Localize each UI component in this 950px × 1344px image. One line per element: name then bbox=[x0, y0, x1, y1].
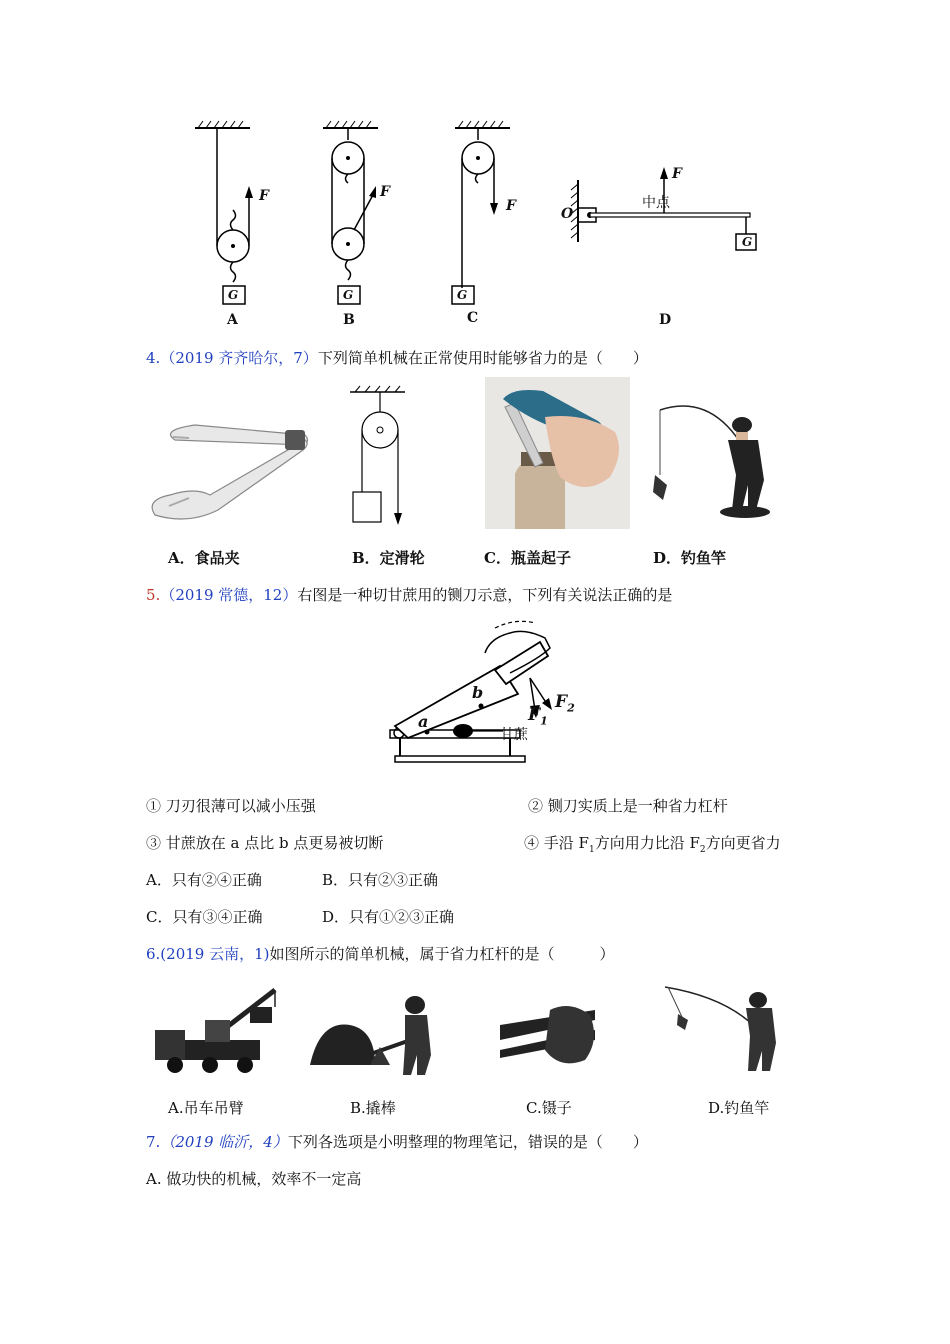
figure-force-f2-label: F bbox=[555, 692, 568, 712]
statement-2: ② 铡刀实质上是一种省力杠杆 bbox=[528, 797, 728, 815]
question-4-text: 下列简单机械在正常使用时能够省力的是（ ） bbox=[317, 349, 648, 367]
question-4-option-a[interactable]: A．食品夹 bbox=[168, 549, 240, 567]
question-5-number: 5. bbox=[146, 586, 161, 604]
question-7-text: 下列各选项是小明整理的物理笔记，错误的是（ ） bbox=[287, 1133, 648, 1151]
figure-force-f2 bbox=[555, 692, 575, 714]
question-7-source: （2019 临沂，4） bbox=[160, 1133, 288, 1151]
question-5-text: 右图是一种切甘蔗用的铡刀示意，下列有关说法正确的是 bbox=[297, 586, 673, 604]
figure-point-a: a bbox=[418, 712, 429, 731]
question-6-option-d[interactable]: D.钓鱼竿 bbox=[708, 1099, 770, 1117]
statement-1: ① 刀刃很薄可以减小压强 bbox=[146, 797, 316, 815]
figure-c-label: C bbox=[467, 310, 479, 326]
figure-a-force-label: F bbox=[259, 188, 269, 204]
question-7-option-a[interactable]: A. 做功快的机械，效率不一定高 bbox=[146, 1170, 362, 1188]
question-7-number: 7. bbox=[146, 1133, 161, 1151]
question-6-text: 如图所示的简单机械，属于省力杠杆的是（ ） bbox=[269, 945, 615, 963]
figure-b-weight-label: G bbox=[343, 288, 354, 302]
question-4-source: （2019 齐齐哈尔，7） bbox=[160, 349, 318, 367]
figure-force-f1-label: F bbox=[528, 705, 541, 725]
crowbar-image bbox=[305, 985, 455, 1080]
crane-arm-image bbox=[150, 985, 280, 1080]
statement-4-part3: 方向更省力 bbox=[705, 834, 781, 852]
question-4-number: 4. bbox=[146, 349, 161, 367]
figure-d-weight-label: G bbox=[742, 235, 753, 249]
figure-c-force-label: F bbox=[506, 198, 516, 214]
statement-4-part2: 方向用力比沿 F bbox=[594, 834, 700, 852]
question-4-option-c[interactable]: C．瓶盖起子 bbox=[484, 549, 571, 567]
question-6 bbox=[146, 944, 615, 964]
figure-d-lever bbox=[560, 160, 780, 270]
question-6-source: 6.(2019 云南，1) bbox=[146, 945, 270, 963]
figure-b-force-label: F bbox=[380, 184, 390, 200]
tweezers-image bbox=[490, 985, 610, 1080]
figure-force-f1 bbox=[528, 705, 548, 727]
fishing-rod-image bbox=[650, 380, 780, 530]
statement-4-sub2: 2 bbox=[699, 845, 706, 855]
figure-force-f1-sub: 1 bbox=[540, 714, 548, 728]
figure-sugarcane-label: 甘蔗 bbox=[500, 727, 528, 743]
question-7 bbox=[146, 1132, 648, 1152]
figure-b-pulley-block bbox=[318, 118, 408, 318]
figure-d-label: D bbox=[659, 312, 672, 328]
choice-c[interactable]: C．只有③④正确 bbox=[146, 908, 263, 926]
question-5-source: （2019 常德，12） bbox=[160, 586, 298, 604]
statement-4 bbox=[524, 833, 781, 860]
figure-a-weight-label: G bbox=[228, 288, 239, 302]
question-4 bbox=[146, 348, 648, 368]
figure-d-midpoint-label: 中点 bbox=[642, 195, 670, 211]
figure-a-label: A bbox=[227, 312, 238, 328]
statement-3: ③ 甘蔗放在 a 点比 b 点更易被切断 bbox=[146, 834, 384, 852]
figure-c-weight-label: G bbox=[457, 288, 468, 302]
statement-4-part1: ④ 手沿 F bbox=[524, 834, 589, 852]
question-4-option-d[interactable]: D．钓鱼竿 bbox=[653, 549, 727, 567]
question-6-option-a[interactable]: A.吊车吊臂 bbox=[168, 1099, 244, 1117]
figure-d-force-label: F bbox=[672, 166, 682, 182]
statement-4-sub1: 1 bbox=[588, 845, 595, 855]
figure-d-pivot-label: O bbox=[561, 206, 574, 222]
figure-force-f2-sub: 2 bbox=[567, 701, 575, 715]
figure-b-label: B bbox=[343, 312, 355, 328]
bottle-opener-image bbox=[485, 377, 630, 529]
food-tongs-image bbox=[145, 410, 310, 530]
question-6-option-c[interactable]: C.镊子 bbox=[526, 1099, 572, 1117]
choice-d[interactable]: D．只有①②③正确 bbox=[322, 908, 455, 926]
choice-b[interactable]: B．只有②③正确 bbox=[322, 871, 439, 889]
question-4-option-b[interactable]: B．定滑轮 bbox=[352, 549, 425, 567]
question-6-option-b[interactable]: B.撬棒 bbox=[350, 1099, 396, 1117]
fishing-rod-image-2 bbox=[660, 982, 790, 1077]
question-5 bbox=[146, 585, 672, 605]
figure-point-b: b bbox=[472, 683, 484, 702]
choice-a[interactable]: A．只有②④正确 bbox=[146, 871, 262, 889]
fixed-pulley-image bbox=[345, 382, 425, 532]
